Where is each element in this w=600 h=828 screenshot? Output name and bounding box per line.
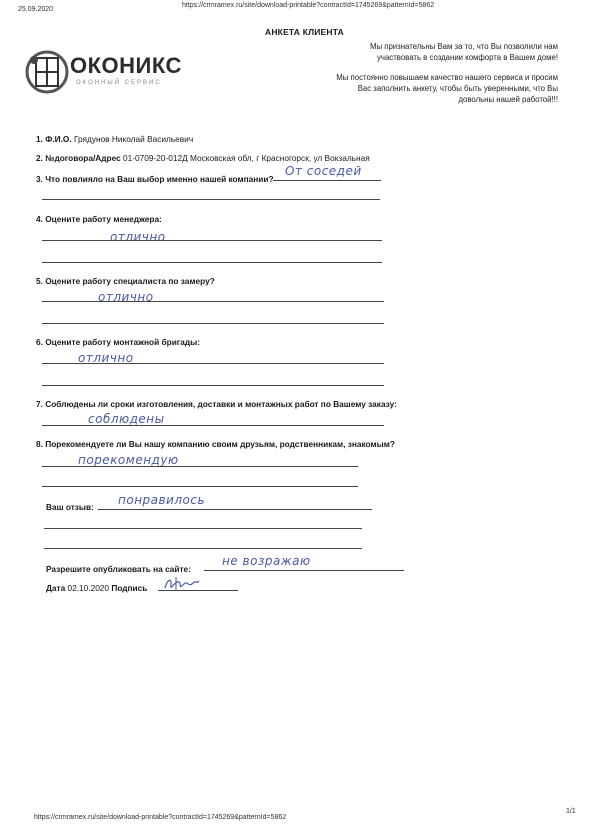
q8-answer: порекомендую [78,453,179,467]
intro-line: довольны нашей работой!!! [458,95,558,104]
intro-line: Мы признательны Вам за то, что Вы позволили нам [369,42,558,51]
date-value: 02.10.2020 [67,583,110,593]
q5-answer: отлично [98,290,154,304]
print-url-bottom: https://crmramex.ru/site/download-printable?contractId=1745269&patternId=5862 [34,814,287,821]
q5-label: 5. Оцените работу специалиста по замеру? [36,276,215,286]
q1-value: Грядунов Николай Васильевич [73,134,194,144]
q4-answer: отлично [110,230,166,244]
signature-icon [162,574,202,594]
date-row [46,583,147,593]
logo-emblem [22,46,72,98]
publish-answer: не возражаю [222,554,311,568]
q6-answer: отлично [78,351,134,365]
review-label: Ваш отзыв: [46,502,94,512]
q3-answer-line [273,180,381,181]
intro-line: Вас заполнить анкету, чтобы быть уверенными, что Вы [357,84,558,93]
q8-answer-line [42,466,358,467]
signature-label: Подпись [111,583,148,593]
print-url-top: https://crmramex.ru/site/download-printable?contractId=1745269&patternId=5862 [182,2,435,9]
logo-wordmark: ОКОНИКС [70,53,182,78]
q4-extra-line [42,262,382,263]
q3-label: 3. Что повлияло на Ваш выбор именно нашей компании? [36,174,274,184]
review-extra-line-2 [44,548,362,549]
q5-answer-line [42,301,384,302]
review-extra-line-1 [44,528,362,529]
publish-label: Разрешите опубликовать на сайте: [46,564,191,574]
q7-label: 7. Соблюдены ли сроки изготовления, доставки и монтажных работ по Вашему заказу: [36,399,397,409]
q3-extra-line [42,199,380,200]
q7-answer-line [42,425,384,426]
review-answer-line [98,509,372,510]
page-title: АНКЕТА КЛИЕНТА [265,27,344,37]
q2-value: 01-0709-20-012Д Московская обл, г Красногорск, ул Вокзальная [123,153,370,163]
q1-label: 1. Ф.И.О. [36,134,72,144]
q6-label: 6. Оцените работу монтажной бригады: [36,337,200,347]
date-label: Дата [46,583,66,593]
q8-label: 8. Порекомендуете ли Вы нашу компанию своим друзьям, родственникам, знакомым? [36,439,395,449]
intro-text [268,41,558,105]
q1-row [36,134,193,144]
q2-label: 2. №договора/Адрес [36,153,121,163]
review-answer: понравилось [118,493,206,507]
q8-extra-line [42,486,358,487]
q6-extra-line [42,385,384,386]
q3-answer: От соседей [285,164,362,178]
intro-line: Мы постоянно повышаем качество нашего сервиса и просим [336,73,558,82]
signature-scribble [162,574,202,594]
q4-label: 4. Оцените работу менеджера: [36,214,162,224]
page-number: 1/1 [566,808,576,815]
q6-answer-line [42,363,384,364]
q4-answer-line [42,240,382,241]
window-logo-icon [22,46,72,98]
logo-subtitle: ОКОННЫЙ СЕРВИС [76,80,162,86]
intro-line: участвовать в создании комфорта в Вашем доме! [377,53,558,62]
print-date: 25.09.2020 [18,6,54,13]
q2-row [36,153,370,163]
publish-answer-line [204,570,404,571]
q5-extra-line [42,323,384,324]
q7-answer: соблюдены [88,412,165,426]
